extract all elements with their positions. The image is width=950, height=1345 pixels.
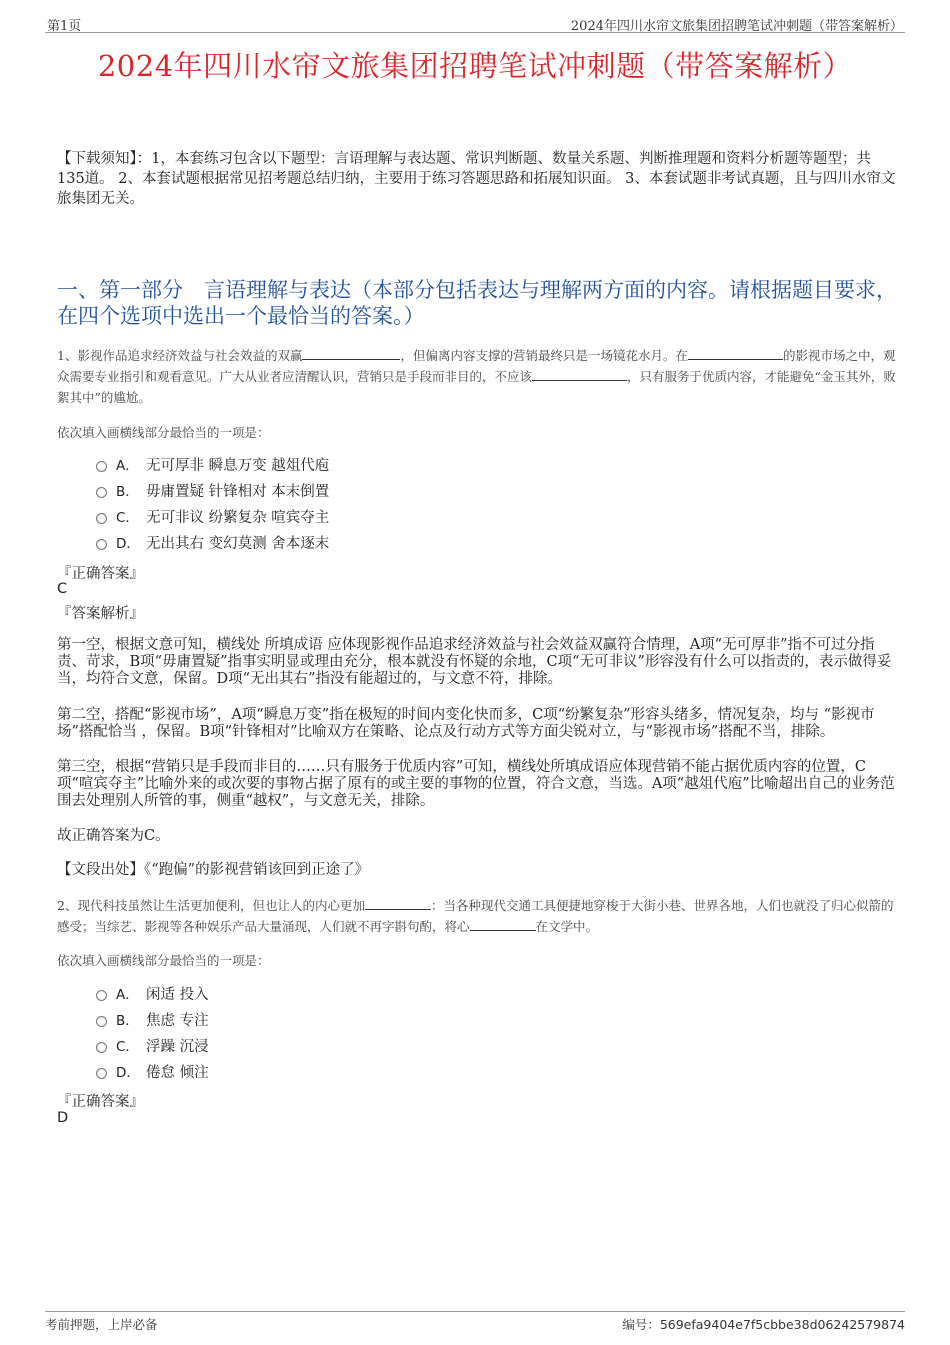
section-heading: 一、第一部分 言语理解与表达（本部分包括表达与理解两方面的内容。请根据题目要求，在四个选项中选出一个最恰当的答案。） bbox=[57, 278, 897, 328]
fill-blank bbox=[365, 897, 431, 910]
radio-icon[interactable] bbox=[96, 1016, 107, 1027]
option-a[interactable]: A． 无可厚非 瞬息万变 越俎代庖 bbox=[96, 453, 329, 479]
header-doc-title: 2024年四川水帘文旅集团招聘笔试冲刺题（带答案解析） bbox=[570, 19, 903, 34]
analysis-label: 『答案解析』 bbox=[57, 606, 144, 622]
page-footer bbox=[45, 1311, 905, 1332]
radio-icon[interactable] bbox=[96, 513, 107, 524]
analysis-paragraph: 第一空，根据文意可知，横线处 所填成语 应体现影视作品追求经济效益与社会效益双赢符合情理，A项“无可厚非”指不可过分指责、苛求，B项“毋庸置疑”指事实明显或理由充分，根本就没有怀疑的余地，C项“无可非议”形容没有什么可以指责的，表示做得妥当，均符合文意，保留。D项“无出其右”指没有能超过的，与文意不符，排除。 bbox=[57, 637, 892, 687]
radio-icon[interactable] bbox=[96, 1068, 107, 1079]
source-citation: 【文段出处】《“跑偏”的影视营销该回到正途了》 bbox=[57, 862, 370, 878]
footer-doc-id: 编号：569efa9404e7f5cbbe38d06242579874 bbox=[622, 1317, 905, 1332]
download-notice: 【下载须知】：1，本套练习包含以下题型：言语理解与表达题、常识判断题、数量关系题、判断推理题和资料分析题等题型；共135道。 2、本套试题根据常见招考题总结归纳，主要用于练习答题思路和拓展知识面。 3、本套试题非考试真题，且与四川水帘文旅集团无关。 bbox=[57, 151, 896, 207]
fill-blank bbox=[470, 918, 536, 931]
question-2-text: 2、现代科技虽然让生活更加便利，但也让人的内心更加 ：当各种现代交通工具便捷地穿梭于大街小巷、世界各地，人们也就没了归心似箭的感受；当综艺、影视等各种娱乐产品大量涌现，人们就不再字斟句酌，将心 在文学中。 bbox=[57, 898, 894, 934]
radio-icon[interactable] bbox=[96, 539, 107, 550]
answer-label: 『正确答案』 bbox=[57, 1094, 144, 1110]
radio-icon[interactable] bbox=[96, 1042, 107, 1053]
page-header bbox=[45, 14, 905, 33]
answer-value: D bbox=[57, 1110, 69, 1126]
answer-value: C bbox=[57, 581, 68, 597]
option-b[interactable]: B． 焦虑 专注 bbox=[96, 1008, 209, 1034]
option-a[interactable]: A． 闲适 投入 bbox=[96, 982, 209, 1008]
question-2-prompt: 依次填入画横线部分最恰当的一项是： bbox=[57, 953, 270, 968]
option-d[interactable]: D． 无出其右 变幻莫测 舍本逐末 bbox=[96, 531, 329, 557]
footer-slogan: 考前押题，上岸必备 bbox=[45, 1317, 158, 1332]
radio-icon[interactable] bbox=[96, 990, 107, 1001]
answer-label: 『正确答案』 bbox=[57, 566, 144, 582]
question-1-text: 1、影视作品追求经济效益与社会效益的双赢 ，但偏离内容支撑的营销最终只是一场镜花水月。在 的影视市场之中，观众需要专业指引和观看意见。广大从业者应清醒认识，营销只是手段而非目的，不应该 ，只有服务于优质内容，才能避免“金玉其外，败絮其中”的尴尬。 bbox=[57, 348, 896, 405]
analysis-conclusion: 故正确答案为C。 bbox=[57, 828, 170, 844]
document-title: 2024年四川水帘文旅集团招聘笔试冲刺题（带答案解析） bbox=[97, 49, 853, 83]
fill-blank bbox=[532, 368, 627, 381]
fill-blank bbox=[688, 347, 783, 360]
fill-blank bbox=[302, 347, 400, 360]
analysis-paragraph: 第二空，搭配“影视市场”，A项“瞬息万变”指在极短的时间内变化快而多，C项“纷繁复杂”形容头绪多，情况复杂，均与 “影视市场”搭配恰当 ，保留。B项“针锋相对”比喻双方在策略、论点及行动方式等方面尖锐对立，与“影视市场”搭配不当，排除。 bbox=[57, 707, 875, 740]
question-2-options bbox=[96, 982, 209, 1086]
option-c[interactable]: C． 无可非议 纷繁复杂 喧宾夺主 bbox=[96, 505, 329, 531]
option-c[interactable]: C． 浮躁 沉浸 bbox=[96, 1034, 209, 1060]
option-b[interactable]: B． 毋庸置疑 针锋相对 本末倒置 bbox=[96, 479, 329, 505]
radio-icon[interactable] bbox=[96, 461, 107, 472]
radio-icon[interactable] bbox=[96, 487, 107, 498]
option-d[interactable]: D． 倦怠 倾注 bbox=[96, 1060, 209, 1086]
question-1-prompt: 依次填入画横线部分最恰当的一项是： bbox=[57, 425, 270, 440]
analysis-paragraph: 第三空，根据“营销只是手段而非目的……只有服务于优质内容”可知，横线处所填成语应体现营销不能占据优质内容的位置，C项“喧宾夺主”比喻外来的或次要的事物占据了原有的或主要的事物的位置，符合文意，当选。A项“越俎代庖”比喻超出自己的业务范围去处理别人所管的事，侧重“越权”，与文意无关，排除。 bbox=[57, 759, 895, 809]
page-number: 第1页 bbox=[47, 19, 82, 34]
question-1-options bbox=[96, 453, 329, 557]
